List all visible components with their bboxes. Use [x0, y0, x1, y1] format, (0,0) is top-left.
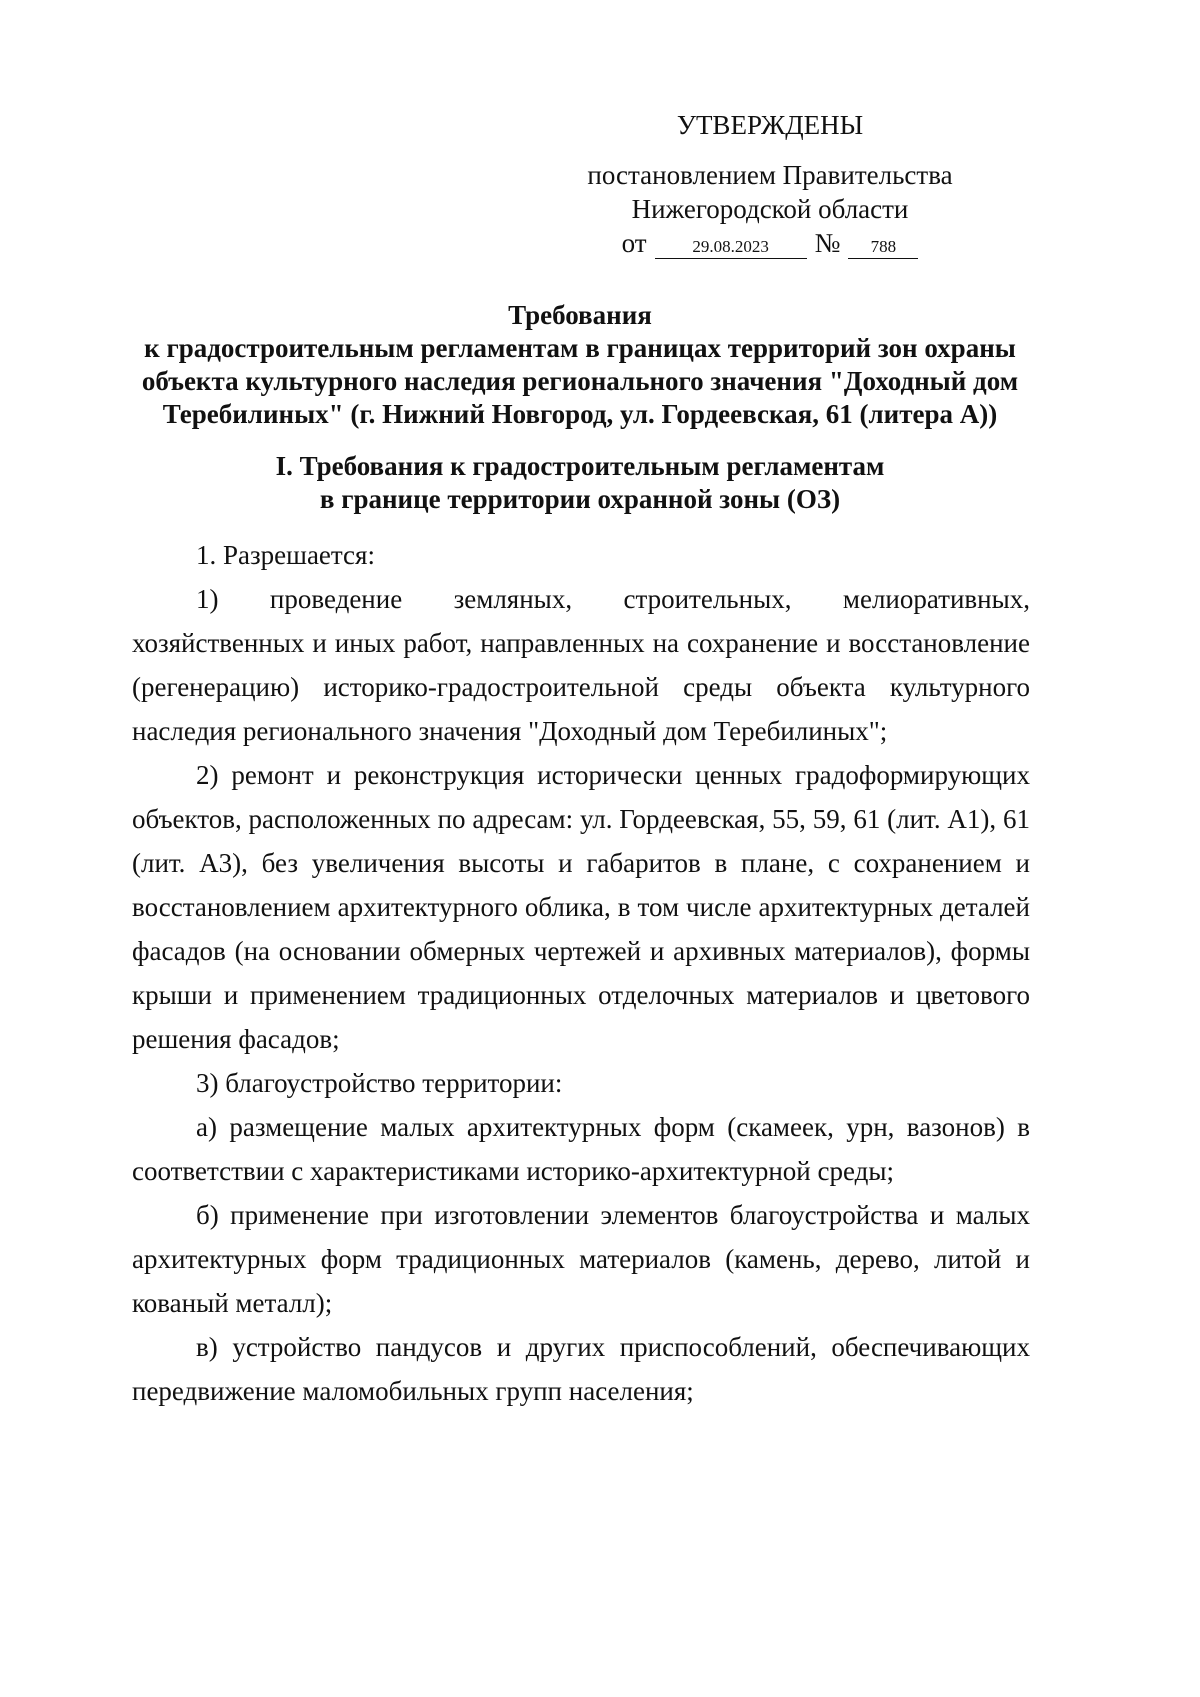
approval-dateline	[560, 226, 980, 260]
paragraph: 3) благоустройство территории:	[196, 1068, 563, 1098]
approval-date: 29.08.2023	[655, 236, 807, 259]
approval-block	[560, 108, 980, 260]
approval-line-2: Нижегородской области	[631, 194, 909, 224]
title-line-1: Требования	[508, 300, 652, 330]
paragraph: а) размещение малых архитектурных форм (скамеек, урн, вазонов) в соответствии с характеристиками историко-архитектурной среды;	[132, 1112, 1030, 1186]
approval-line-1: постановлением Правительства	[587, 160, 953, 190]
section-heading	[130, 450, 1030, 516]
paragraph: б) применение при изготовлении элементов благоустройства и малых архитектурных форм традиционных материалов (камень, дерево, литой и кованый металл);	[132, 1200, 1030, 1318]
title-line-2: к градостроительным регламентам в границах территорий зон охраны	[144, 333, 1016, 363]
approval-number: 788	[848, 236, 918, 259]
from-label: от	[621, 228, 647, 258]
paragraph: в) устройство пандусов и других приспособлений, обеспечивающих передвижение маломобильных групп населения;	[132, 1332, 1030, 1406]
number-label: №	[814, 228, 841, 258]
title-line-4: Теребилиных" (г. Нижний Новгород, ул. Гордеевская, 61 (литера А))	[162, 399, 998, 429]
document-title	[130, 299, 1030, 431]
paragraph: 1) проведение земляных, строительных, мелиоративных, хозяйственных и иных работ, направленных на сохранение и восстановление (регенерацию) историко-градостроительной среды объекта культурного наследия регионального значения "Доходный дом Теребилиных";	[132, 584, 1030, 746]
title-line-3: объекта культурного наследия регионального значения "Доходный дом	[141, 366, 1019, 396]
section-line-1: I. Требования к градостроительным регламентам	[275, 451, 885, 481]
approved-heading: УТВЕРЖДЕНЫ	[676, 110, 864, 140]
paragraph: 1. Разрешается:	[196, 540, 375, 570]
document-body	[132, 533, 1030, 1413]
paragraph: 2) ремонт и реконструкция исторически ценных градоформирующих объектов, расположенных по адресам: ул. Гордеевская, 55, 59, 61 (лит. А1), 61 (лит. А3), без увеличения высоты и габаритов в плане, с сохранением и восстановлением архитектурного облика, в том числе архитектурных деталей фасадов (на основании обмерных чертежей и архивных материалов), формы крыши и применением традиционных отделочных материалов и цветового решения фасадов;	[132, 760, 1030, 1054]
section-line-2: в границе территории охранной зоны (ОЗ)	[319, 484, 841, 514]
